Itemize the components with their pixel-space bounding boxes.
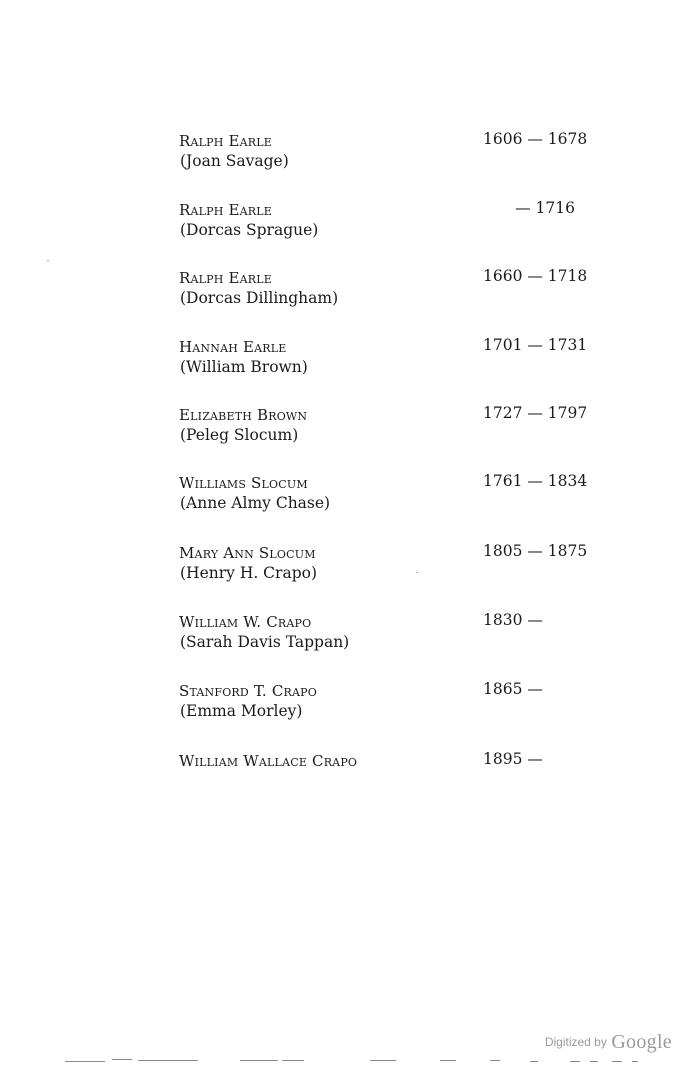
scan-dash bbox=[440, 1060, 456, 1061]
spouse-name: (Anne Almy Chase) bbox=[180, 494, 331, 512]
spouse-name: (Joan Savage) bbox=[180, 152, 289, 170]
lineage-entry bbox=[179, 267, 588, 317]
scan-dash bbox=[112, 1059, 132, 1060]
spouse-name: (William Brown) bbox=[180, 358, 308, 376]
scan-edge-marks bbox=[60, 1058, 660, 1066]
ancestor-name: William W. Crapo bbox=[179, 613, 312, 631]
watermark-prefix: Digitized by bbox=[544, 1035, 607, 1049]
scan-dash bbox=[65, 1061, 105, 1062]
spouse-name: (Dorcas Sprague) bbox=[180, 221, 319, 239]
scan-dash bbox=[240, 1060, 278, 1061]
lineage-entry bbox=[179, 130, 588, 180]
scan-dash bbox=[370, 1060, 396, 1061]
lineage-entry bbox=[179, 201, 579, 249]
google-logo: Google bbox=[611, 1031, 672, 1053]
ancestor-name: Stanford T. Crapo bbox=[179, 682, 317, 700]
scan-dash bbox=[138, 1060, 198, 1061]
life-dates: 1865 — bbox=[483, 680, 543, 698]
spouse-name: (Peleg Slocum) bbox=[180, 426, 299, 444]
ancestor-name: Hannah Earle bbox=[179, 338, 287, 356]
ancestor-name: Elizabeth Brown bbox=[179, 406, 308, 424]
spouse-name: (Dorcas Dillingham) bbox=[180, 289, 339, 307]
scan-speck bbox=[47, 260, 49, 261]
ancestor-name: Williams Slocum bbox=[179, 474, 308, 492]
ancestor-name: Mary Ann Slocum bbox=[179, 544, 316, 562]
spouse-name: (Henry H. Crapo) bbox=[180, 564, 317, 582]
scan-speck bbox=[416, 572, 418, 573]
life-dates: 1830 — bbox=[483, 611, 543, 629]
lineage-entry bbox=[179, 682, 579, 730]
life-dates: — 1716 bbox=[515, 199, 575, 217]
life-dates: 1895 — bbox=[483, 750, 543, 768]
life-dates: 1805 — 1875 bbox=[483, 542, 588, 560]
life-dates: 1727 — 1797 bbox=[483, 404, 588, 422]
lineage-entry bbox=[179, 336, 588, 386]
spouse-name: (Sarah Davis Tappan) bbox=[180, 633, 350, 651]
scan-dash bbox=[612, 1061, 622, 1062]
life-dates: 1761 — 1834 bbox=[483, 472, 588, 490]
life-dates: 1660 — 1718 bbox=[483, 267, 588, 285]
scan-dash bbox=[282, 1060, 304, 1061]
digitized-watermark bbox=[545, 1031, 672, 1054]
ancestor-name: Ralph Earle bbox=[179, 269, 273, 287]
lineage-entry bbox=[179, 752, 579, 800]
life-dates: 1701 — 1731 bbox=[483, 336, 588, 354]
ancestor-name: Ralph Earle bbox=[179, 132, 273, 150]
lineage-entry bbox=[179, 472, 588, 522]
scan-dash bbox=[490, 1060, 500, 1061]
spouse-name: (Emma Morley) bbox=[180, 702, 303, 720]
scan-dash bbox=[530, 1061, 538, 1062]
lineage-entry bbox=[179, 613, 579, 661]
scan-dash bbox=[570, 1061, 580, 1062]
scan-dash bbox=[632, 1061, 638, 1062]
life-dates: 1606 — 1678 bbox=[483, 130, 588, 148]
lineage-entry bbox=[179, 542, 588, 592]
scan-dash bbox=[590, 1061, 598, 1062]
lineage-entry bbox=[179, 404, 588, 454]
ancestor-name: William Wallace Crapo bbox=[179, 752, 358, 770]
ancestor-name: Ralph Earle bbox=[179, 201, 273, 219]
